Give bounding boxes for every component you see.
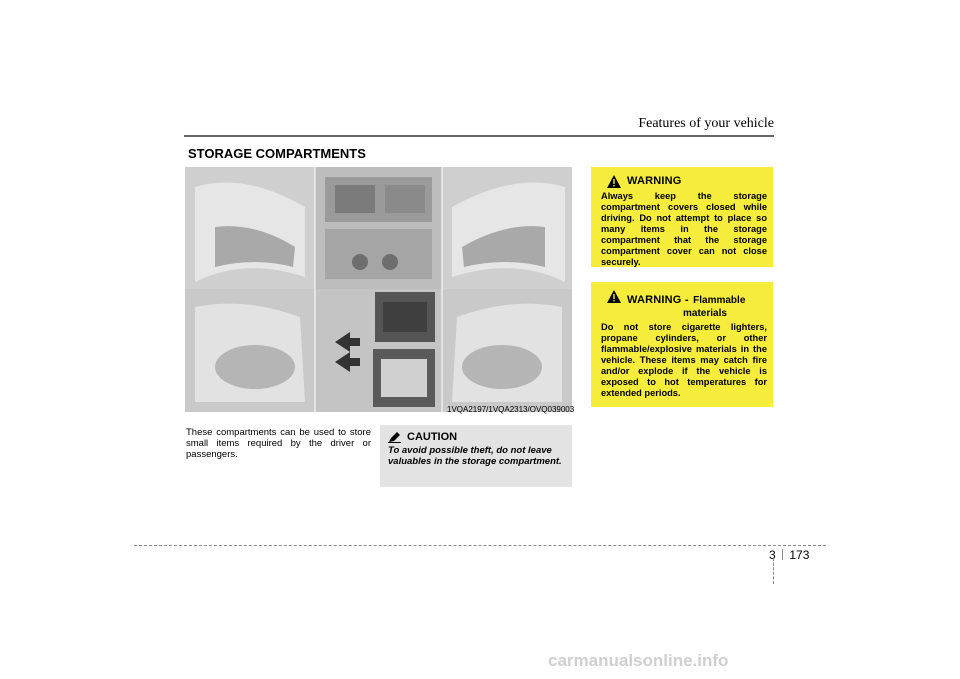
caution-box — [380, 425, 572, 487]
caution-pen-icon — [388, 432, 401, 443]
figure-code: 1VQA2197/1VQA2313/OVQ039003 — [447, 405, 575, 414]
watermark: carmanualsonline.info — [548, 651, 729, 670]
caution-title: CAUTION — [407, 431, 458, 443]
warning-subtitle-line2: materials — [683, 308, 727, 319]
chapter-number: 3 — [769, 548, 776, 562]
warning-text: Always keep the storage compartment covers closed while driving. Do not attempt to place so many items in the storage compartment that the storage compartment cover can not close securely. — [601, 191, 767, 267]
storage-compartment-figure — [185, 167, 575, 414]
header-rule — [184, 135, 774, 137]
footer-rule — [134, 545, 826, 546]
warning-triangle-icon — [607, 290, 621, 303]
page-number — [769, 548, 809, 562]
warning-box-flammable — [591, 282, 773, 407]
body-text: These compartments can be used to store small items required by the driver or passengers. — [186, 427, 371, 460]
warning-title: WARNING - — [627, 294, 689, 306]
page-vertical-rule — [773, 558, 774, 584]
caution-text: To avoid possible theft, do not leave valuables in the storage compartment. — [388, 445, 562, 467]
page-number-value: 173 — [789, 548, 810, 562]
warning-text: Do not store cigarette lighters, propane cylinders, or other flammable/explosive materials in the vehicle. These items may catch fire and/or explode if the vehicle is exposed to hot temperatures for extended periods. — [601, 322, 767, 398]
warning-title: WARNING — [627, 175, 682, 187]
page-separator — [782, 549, 783, 560]
warning-triangle-icon — [607, 175, 621, 188]
figure-illustration — [185, 167, 575, 414]
warning-subtitle: Flammable — [693, 295, 746, 306]
section-title: STORAGE COMPARTMENTS — [188, 146, 366, 161]
warning-box-covers — [591, 167, 773, 267]
header-title: Features of your vehicle — [638, 116, 774, 131]
